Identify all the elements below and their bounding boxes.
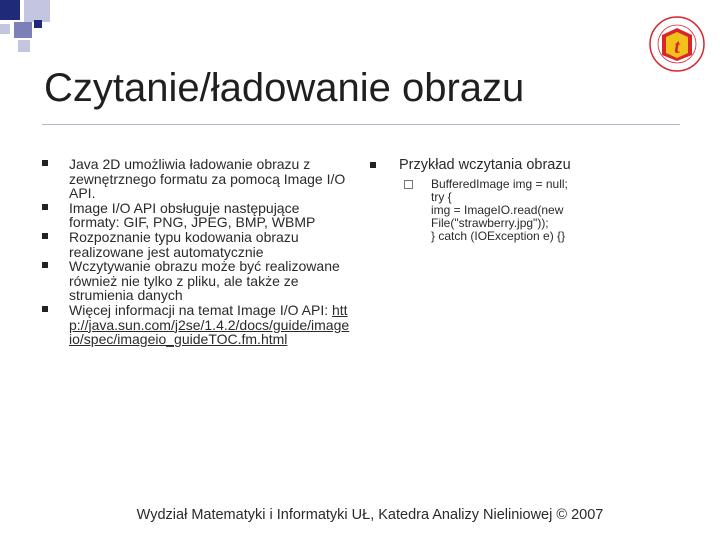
code-line: try { [431, 190, 452, 204]
deco-square [18, 40, 30, 52]
code-line: BufferedImage img = null; [431, 177, 568, 191]
slide-footer: Wydział Matematyki i Informatyki UŁ, Katedra Analizy Nieliniowej © 2007 [136, 507, 604, 523]
code-line: img = ImageIO.read(new [431, 203, 564, 217]
deco-square [0, 24, 10, 34]
code-example [370, 178, 700, 243]
example-heading: Przykład wczytania obrazu [370, 157, 700, 174]
square-bullet-icon [42, 262, 48, 268]
list-item: Image I/O API obsługuje następujące formaty: GIF, PNG, JPEG, BMP, WBMP [42, 201, 350, 230]
list-item: Wczytywanie obrazu może być realizowane również nie tylko z pliku, ale także ze strumienia danych [42, 259, 350, 303]
list-item: Więcej informacji na temat Image I/O API: http://java.sun.com/j2se/1.4.2/docs/guide/imageio/spec/imageio_guideTOC.fm.html [42, 303, 350, 347]
university-logo [648, 15, 706, 73]
slide-title: Czytanie/ładowanie obrazu [44, 66, 525, 110]
square-bullet-icon [370, 162, 376, 168]
imageio-docs-link[interactable]: http://java.sun.com/j2se/1.4.2/docs/guide/imageio/spec/imageio_guideTOC.fm.html [69, 301, 350, 348]
list-item: Java 2D umożliwia ładowanie obrazu z zewnętrznego formatu za pomocą Image I/O API. [42, 157, 350, 201]
deco-square [14, 22, 32, 38]
list-item: Rozpoznanie typu kodowania obrazu realizowane jest automatycznie [42, 230, 350, 259]
square-bullet-icon [42, 233, 48, 239]
square-bullet-icon [42, 160, 48, 166]
title-divider [42, 124, 680, 125]
deco-square [0, 0, 20, 20]
logo-letter: t [674, 36, 680, 58]
deco-square [24, 0, 50, 22]
deco-square [34, 20, 42, 28]
right-column [370, 157, 700, 243]
code-line: File("strawberry.jpg")); [431, 216, 549, 230]
left-column [42, 157, 350, 347]
code-line: } catch (IOException e) {} [431, 229, 566, 243]
hollow-square-bullet-icon [404, 180, 413, 189]
bullet-list [42, 157, 350, 347]
square-bullet-icon [42, 204, 48, 210]
square-bullet-icon [42, 306, 48, 312]
